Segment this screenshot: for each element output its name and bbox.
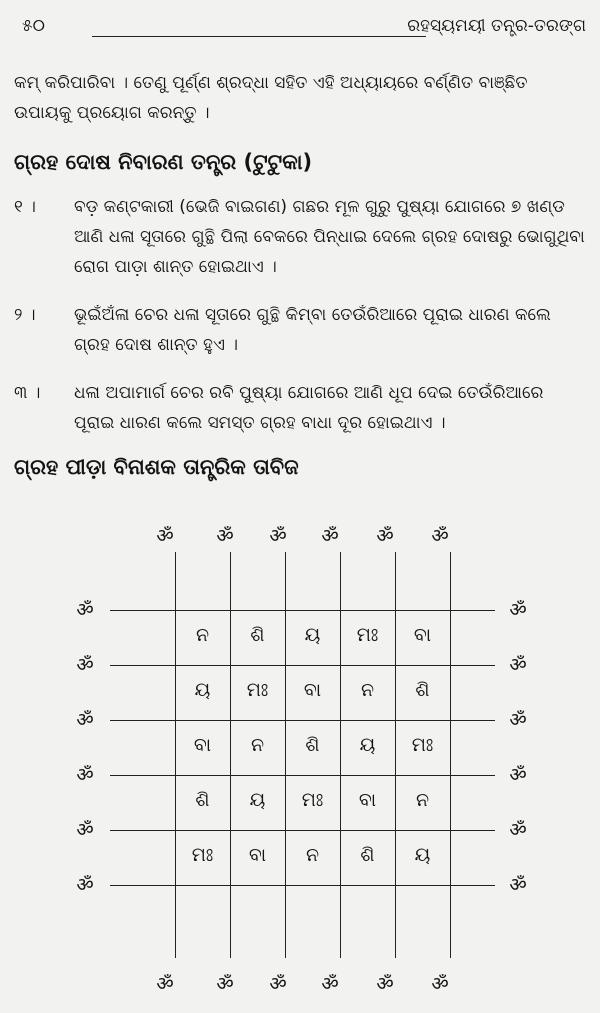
- om-symbol-top: ॐ: [216, 525, 234, 547]
- om-symbol-bottom: ॐ: [376, 973, 394, 995]
- grid-horizontal-line: [110, 720, 495, 721]
- grid-horizontal-line: [110, 610, 495, 611]
- yantra-cell: ନ: [360, 678, 375, 701]
- om-symbol-left: ॐ: [76, 654, 94, 676]
- section-heading-tabiz: ଗ୍ରହ ପୀଡ଼ା ବିନାଶକ ତାନ୍ତ୍ରିକ ତାବିଜ: [14, 455, 299, 479]
- om-symbol-bottom: ॐ: [431, 973, 449, 995]
- yantra-cell: ବା: [248, 843, 267, 866]
- yantra-cell: ୟ: [414, 843, 431, 866]
- yantra-cell: ନ: [305, 843, 320, 866]
- list-item-number: ୩ ।: [14, 383, 41, 403]
- yantra-cell: ଶି: [305, 733, 320, 756]
- grid-horizontal-line: [110, 775, 495, 776]
- yantra-cell: ଶି: [195, 788, 210, 811]
- yantra-cell: ବା: [358, 788, 377, 811]
- yantra-diagram: [0, 500, 600, 1013]
- om-symbol-right: ॐ: [509, 764, 527, 786]
- list-item-text: ବଡ଼ କଣ୍ଟକାରୀ (ଭେଜି ବାଇଗଣ) ଗଛର ମୂଳ ଗୁରୁ ପୁଷ୍ୟା ଯୋଗରେ ୭ ଖଣ୍ଡ ଆଣି ଧଳା ସୂତାରେ ଗୁନ୍ଥି ପିଲା ବେକରେ ପିନ୍ଧାଇ ଦେଲେ ଗ୍ରହ ଦୋଷରୁ ଭୋଗୁଥିବା ରୋଗ ପାଡ଼ା ଶାନ୍ତ ହୋଇଥାଏ ।: [74, 197, 585, 277]
- om-symbol-left: ॐ: [76, 764, 94, 786]
- yantra-cell: ଶି: [360, 843, 375, 866]
- om-symbol-left: ॐ: [76, 599, 94, 621]
- yantra-cell: ମଃ: [246, 678, 269, 701]
- grid-vertical-line: [450, 552, 451, 958]
- list-item: [14, 300, 586, 360]
- om-symbol-right: ॐ: [509, 874, 527, 896]
- yantra-cell: ନ: [195, 623, 210, 646]
- yantra-cell: ବା: [303, 678, 322, 701]
- om-symbol-top: ॐ: [156, 525, 174, 547]
- yantra-cell: ମଃ: [301, 788, 324, 811]
- yantra-cell: ମଃ: [356, 623, 379, 646]
- grid-vertical-line: [285, 552, 286, 958]
- list-item-text: ଭୂଇଁଅଁଳା ଚେର ଧଳା ସୂତାରେ ଗୁନ୍ଥି କିମ୍ବା ତେଉଁରିଆରେ ପୂରାଇ ଧାରଣ କଲେ ଗ୍ରହ ଦୋଷ ଶାନ୍ତ ହୁଏ ।: [74, 305, 551, 355]
- om-symbol-top: ॐ: [321, 525, 339, 547]
- grid-horizontal-line: [110, 665, 495, 666]
- om-symbol-bottom: ॐ: [216, 973, 234, 995]
- om-symbol-bottom: ॐ: [269, 973, 287, 995]
- intro-paragraph: କମ୍ କରିପାରିବା । ତେଣୁ ପୂର୍ଣ୍ଣ ଶ୍ରଦ୍ଧା ସହିତ ଏହି ଅଧ୍ୟାୟରେ ବର୍ଣ୍ଣିତ ବାଞ୍ଛିତ ଉପାୟକୁ ପ୍ରୟୋଗ କରନ୍ତୁ ।: [14, 73, 528, 123]
- list-item: [14, 192, 586, 282]
- om-symbol-top: ॐ: [431, 525, 449, 547]
- yantra-cell: ନ: [250, 733, 265, 756]
- yantra-cell: ମଃ: [411, 733, 434, 756]
- yantra-cell: ବା: [193, 733, 212, 756]
- list-item-number: ୧ ।: [14, 197, 36, 217]
- running-title: ରହସ୍ୟମୟୀ ତନ୍ତ୍ର-ତରଙ୍ଗ: [407, 16, 586, 36]
- grid-horizontal-line: [110, 885, 495, 886]
- yantra-cell: ୟ: [249, 788, 266, 811]
- yantra-cell: ୟ: [194, 678, 211, 701]
- om-symbol-left: ॐ: [76, 819, 94, 841]
- yantra-cell: ମଃ: [191, 843, 214, 866]
- om-symbol-right: ॐ: [509, 654, 527, 676]
- yantra-cell: ନ: [415, 788, 430, 811]
- grid-vertical-line: [175, 552, 176, 958]
- section-heading-graha-dosha: ଗ୍ରହ ଦୋଷ ନିବାରଣ ତନ୍ତ୍ର (ଟୁଟୁକା): [14, 150, 313, 174]
- list-item-number: ୨ ।: [14, 305, 36, 325]
- yantra-cell: ୟ: [359, 733, 376, 756]
- header-rule: [92, 36, 426, 37]
- list-item: [14, 378, 586, 438]
- grid-horizontal-line: [110, 830, 495, 831]
- grid-vertical-line: [395, 552, 396, 958]
- om-symbol-left: ॐ: [76, 709, 94, 731]
- om-symbol-right: ॐ: [509, 709, 527, 731]
- grid-vertical-line: [230, 552, 231, 958]
- yantra-cell: ଶି: [250, 623, 265, 646]
- om-symbol-top: ॐ: [269, 525, 287, 547]
- yantra-cell: ୟ: [304, 623, 321, 646]
- grid-vertical-line: [340, 552, 341, 958]
- page-header: [22, 16, 586, 40]
- om-symbol-right: ॐ: [509, 819, 527, 841]
- om-symbol-right: ॐ: [509, 599, 527, 621]
- list-item-text: ଧଳା ଅପାମାର୍ଗ ଚେର ରବି ପୁଷ୍ୟା ଯୋଗରେ ଆଣି ଧୂପ ଦେଇ ତେଉଁରିଆରେ ପୂରାଇ ଧାରଣ କଲେ ସମସ୍ତ ଗ୍ରହ ବାଧା ଦୂର ହୋଇଥାଏ ।: [74, 383, 544, 433]
- yantra-cell: ଶି: [415, 678, 430, 701]
- om-symbol-top: ॐ: [376, 525, 394, 547]
- yantra-cell: ବା: [413, 623, 432, 646]
- page-number: ୫୦: [22, 16, 45, 36]
- om-symbol-bottom: ॐ: [156, 973, 174, 995]
- om-symbol-left: ॐ: [76, 874, 94, 896]
- om-symbol-bottom: ॐ: [321, 973, 339, 995]
